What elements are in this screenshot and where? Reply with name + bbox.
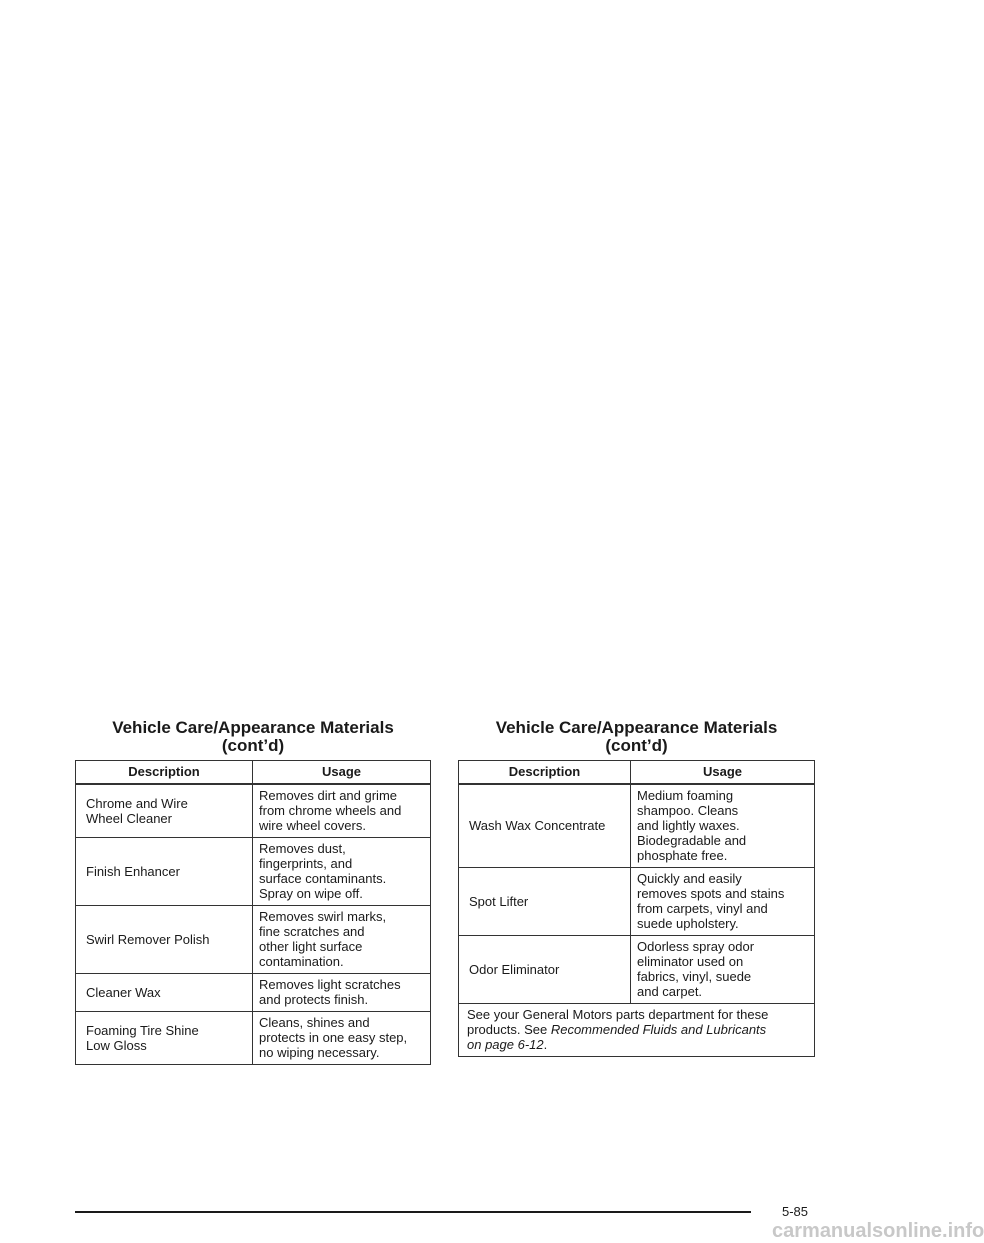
left-table-row <box>76 974 431 1012</box>
left-row-description: Cleaner Wax <box>76 974 253 1012</box>
right-materials-table <box>458 760 815 1057</box>
left-header-description: Description <box>76 761 253 785</box>
left-row-usage: Cleans, shines and protects in one easy step, no wiping necessary. <box>253 1012 431 1065</box>
left-header-usage: Usage <box>253 761 431 785</box>
right-row-usage: Medium foaming shampoo. Cleans and lightly waxes. Biodegradable and phosphate free. <box>631 784 815 868</box>
right-row-usage: Quickly and easily removes spots and stains from carpets, vinyl and suede upholstery. <box>631 868 815 936</box>
left-section-title <box>75 719 431 755</box>
right-title-line1: Vehicle Care/Appearance Materials <box>495 718 778 737</box>
left-title-line2: (cont’d) <box>221 736 285 755</box>
right-row-description: Wash Wax Concentrate <box>459 784 631 868</box>
left-table-row <box>76 838 431 906</box>
right-title-line2: (cont’d) <box>605 736 668 755</box>
note-cross-reference-link[interactable]: Recommended Fluids and Lubricants on page 6-12 <box>467 1022 767 1052</box>
right-row-usage: Odorless spray odor eliminator used on fabrics, vinyl, suede and carpet. <box>631 936 815 1004</box>
right-row-description: Spot Lifter <box>459 868 631 936</box>
page-number: 5-85 <box>782 1204 809 1219</box>
right-row-description: Odor Eliminator <box>459 936 631 1004</box>
watermark: carmanualsonline.info <box>772 1220 984 1242</box>
left-row-usage: Removes dust, fingerprints, and surface contaminants. Spray on wipe off. <box>253 838 431 906</box>
left-row-usage: Removes light scratches and protects finish. <box>253 974 431 1012</box>
left-materials-table <box>75 760 431 1065</box>
left-row-usage: Removes swirl marks, fine scratches and other light surface contamination. <box>253 906 431 974</box>
note-text: See your General Motors parts department for these products. See <box>467 1007 769 1037</box>
left-row-description: Swirl Remover Polish <box>76 906 253 974</box>
footer-rule <box>75 1211 751 1213</box>
left-table-row <box>76 784 431 838</box>
note-end: . <box>543 1037 548 1052</box>
left-row-description: Foaming Tire Shine Low Gloss <box>76 1012 253 1065</box>
left-title-line1: Vehicle Care/Appearance Materials <box>112 718 394 737</box>
right-header-description: Description <box>459 761 631 785</box>
right-table-row <box>459 868 815 936</box>
right-header-usage: Usage <box>631 761 815 785</box>
right-table-row <box>459 784 815 868</box>
right-table-note-row <box>459 1004 815 1057</box>
left-row-description: Finish Enhancer <box>76 838 253 906</box>
right-section-title <box>458 719 815 755</box>
right-care-materials-section <box>458 719 815 1057</box>
left-care-materials-section <box>75 719 431 1065</box>
left-row-description: Chrome and Wire Wheel Cleaner <box>76 784 253 838</box>
right-table-header-row <box>459 761 815 785</box>
right-table-row <box>459 936 815 1004</box>
left-row-usage: Removes dirt and grime from chrome wheels and wire wheel covers. <box>253 784 431 838</box>
left-table-row <box>76 906 431 974</box>
right-table-note <box>459 1004 815 1057</box>
left-table-header-row <box>76 761 431 785</box>
left-table-row <box>76 1012 431 1065</box>
